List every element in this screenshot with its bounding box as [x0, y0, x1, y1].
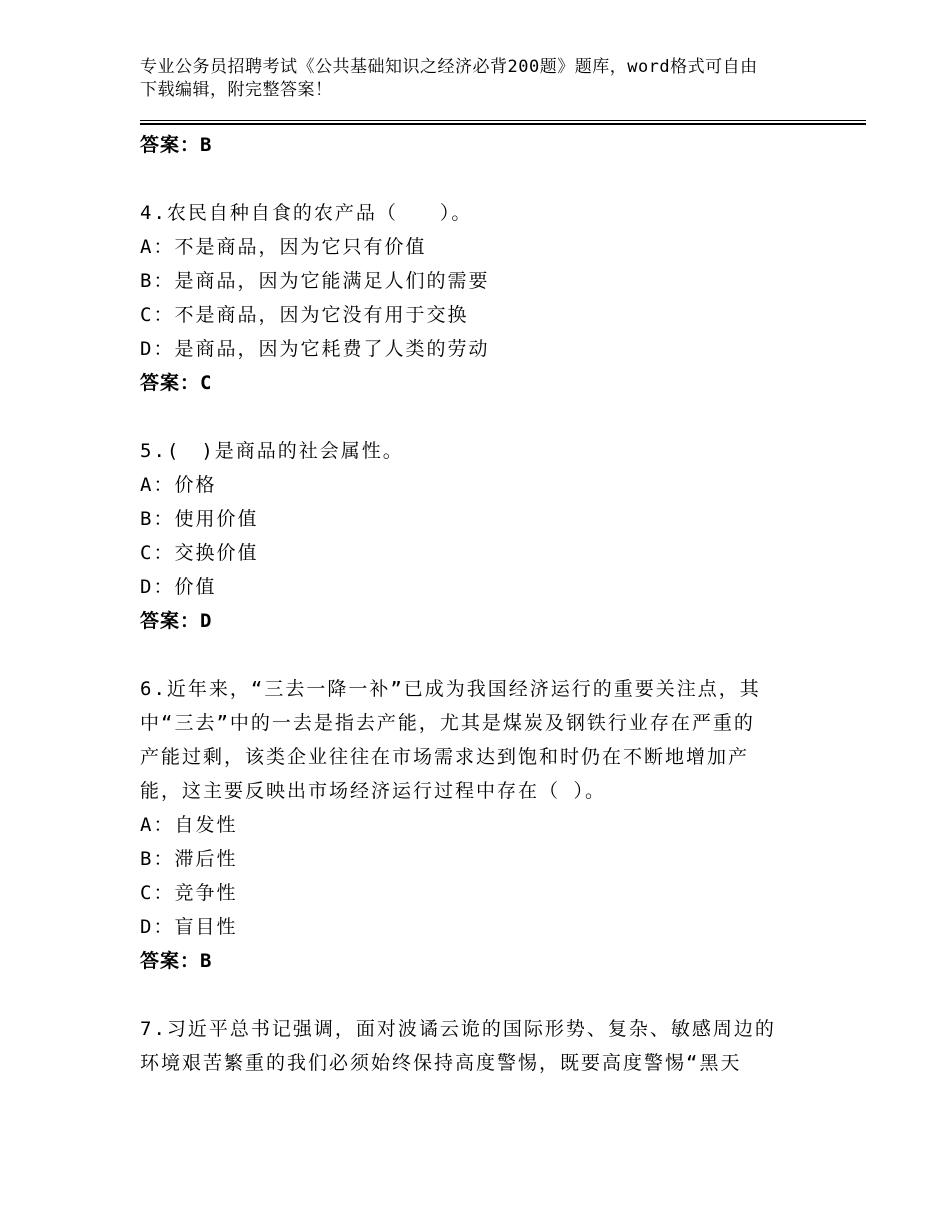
- option-c: C：竞争性: [140, 882, 238, 904]
- question-text-line: 中“三去”中的一去是指去产能，尤其是煤炭及钢铁行业存在严重的: [140, 712, 755, 734]
- spacer: [140, 162, 820, 196]
- answer-label: 答案：D: [140, 610, 213, 632]
- question-6: [140, 672, 820, 978]
- option-d: D：是商品，因为它耗费了人类的劳动: [140, 338, 490, 360]
- option-b: B：滞后性: [140, 848, 238, 870]
- option-a: A：不是商品，因为它只有价值: [140, 236, 427, 258]
- page-header: [140, 56, 810, 102]
- question-text-line: 能，这主要反映出市场经济运行过程中存在（ ）。: [140, 780, 606, 802]
- answer-label: 答案：B: [140, 950, 213, 972]
- option-a: A：价格: [140, 474, 217, 496]
- option-a: A：自发性: [140, 814, 238, 836]
- option-d: D：盲目性: [140, 916, 238, 938]
- spacer: [140, 400, 820, 434]
- spacer: [140, 978, 820, 1012]
- header-rule-thin: [140, 120, 866, 121]
- option-b: B：是商品，因为它能满足人们的需要: [140, 270, 490, 292]
- question-5: [140, 434, 820, 638]
- question-7: [140, 1012, 820, 1080]
- question-text-line: 6.近年来，“三去一降一补”已成为我国经济运行的重要关注点，其: [140, 678, 761, 700]
- question-text: 4.农民自种自食的农产品（ ）。: [140, 202, 473, 224]
- question-text-line: 产能过剩，该类企业往往在市场需求达到饱和时仍在不断地增加产: [140, 746, 750, 768]
- header-line-2: 下载编辑，附完整答案！: [140, 80, 333, 100]
- option-b: B：使用价值: [140, 508, 259, 530]
- header-rule-thick: [140, 123, 866, 125]
- question-4: [140, 196, 820, 400]
- option-c: C：不是商品，因为它没有用于交换: [140, 304, 469, 326]
- question-text-line: 环境艰苦繁重的我们必须始终保持高度警惕，既要高度警惕“黑天: [140, 1052, 742, 1074]
- question-text-line: 7.习近平总书记强调，面对波谲云诡的国际形势、复杂、敏感周边的: [140, 1018, 776, 1040]
- answer-label: 答案：C: [140, 372, 213, 394]
- spacer: [140, 638, 820, 672]
- option-d: D：价值: [140, 576, 217, 598]
- question-text: 5.( )是商品的社会属性。: [140, 440, 404, 462]
- option-c: C：交换价值: [140, 542, 259, 564]
- answer-label: 答案：B: [140, 134, 213, 156]
- header-line-1: 专业公务员招聘考试《公共基础知识之经济必背200题》题库，word格式可自由: [140, 57, 758, 77]
- document-body: [140, 128, 820, 1080]
